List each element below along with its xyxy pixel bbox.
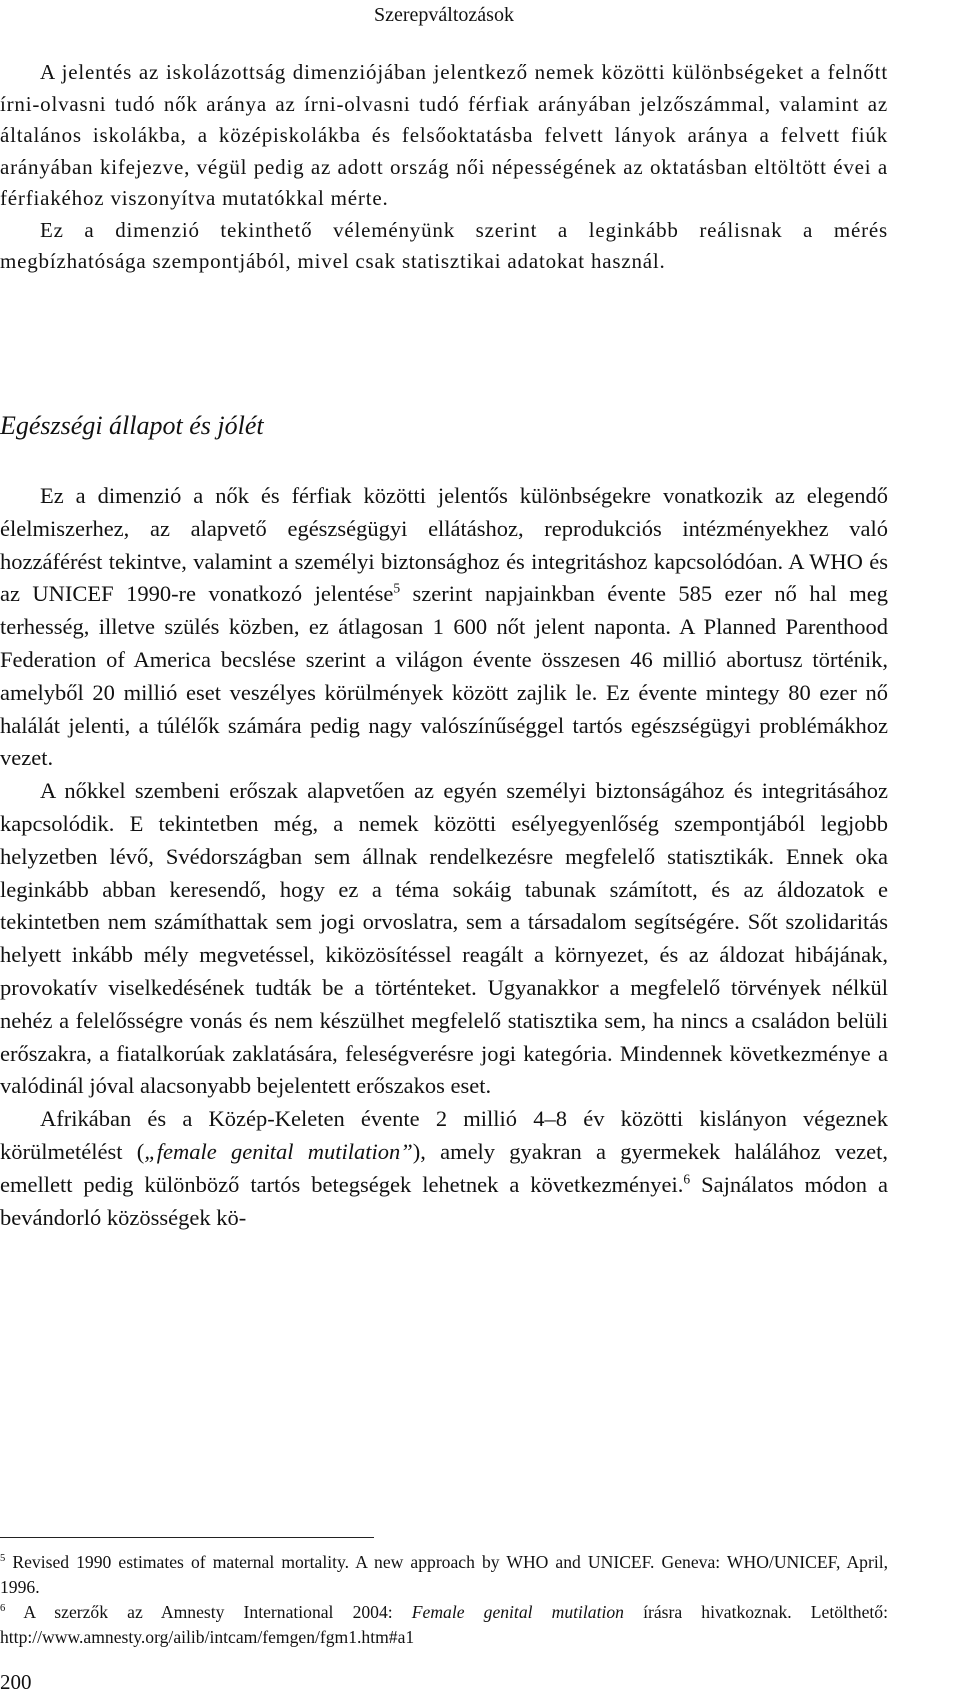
running-header: Szerepváltozások [374, 4, 514, 26]
footnote-6 [0, 1600, 888, 1650]
footnote-text: Revised 1990 estimates of maternal mortality. A new approach by WHO and UNICEF. Geneva: WHO/UNICEF, April, 1996. [0, 1552, 888, 1597]
paragraph-text: Sajnálatos módon a bevándorló közösségek kö- [0, 1171, 888, 1230]
paragraph-health-3 [0, 1103, 888, 1234]
paragraph-education-1: A jelentés az iskolázottság dimenziójában jelentkező nemek közötti különbségeket a felnőtt írni-olvasni tudó nők aránya az írni-olvasni tudó férfiak arányában jelzőszámmal, valamint az általános iskolákba, a középiskolákba és felsőoktatásba felvett lányok aránya a felvett fiúk arányában kifejezve, végül pedig az adott ország női népességének az oktatásban eltöltött évei a férfiakéhoz viszonyítva mutatókkal mérte. [0, 60, 888, 210]
footnote-italic-title: Female genital mutilation [411, 1602, 624, 1622]
paragraph-text: Afrikában és a Közép-Keleten évente 2 millió 4–8 év közötti kislányon végeznek körülmetélést ( [0, 1106, 888, 1164]
footnote-reference-6[interactable]: 6 [683, 1171, 691, 1187]
footnote-reference-5[interactable]: 5 [393, 580, 401, 596]
paragraph-text: ), amely gyakran a gyermekek halálához vezet, emellett pedig különböző tartós betegségek lehetnek a következményei. [0, 1138, 888, 1197]
footnote-divider [0, 1537, 374, 1538]
education-section [0, 57, 888, 278]
footnote-text: írásra hivatkoznak. Letölthető: http://www.amnesty.org/ailib/intcam/femgen/fgm1.htm#a1 [0, 1602, 888, 1647]
paragraph-health-2: A nőkkel szembeni erőszak alapvetően az egyén személyi biztonságához és integritásához kapcsolódik. E tekintetben még, a nemek közötti esélyegyenlőség szempontjából legjobb helyzetben lévő, Svédországban sem állnak rendelkezésre megfelelő statisztikák. Ennek oka leginkább abban keresendő, hogy ez a téma sokáig tabunak számított, és az áldozatok e tekintetben nem számíthattak sem jogi orvoslatra, sem a társadalom segítségére. Sőt szolidaritás helyett inkább mély megvetéssel, kiközösítéssel reagált a környezet, és az áldozat hibájának, provokatív viselkedésének tudták be a történteket. Ugyanakkor a megfelelő törvények nélkül nehéz a felelősségre vonás és nem készülhet megfelelő statisztika sem, ha nincs a családon belüli erőszakra, a fiatalkorúak zaklatására, feleségverésre jogi kategória. Mindennek következménye a valódinál jóval alacsonyabb bejelentett erőszakos eset. [0, 778, 888, 1099]
health-section [0, 480, 888, 1234]
paragraph-education-2: Ez a dimenzió tekinthető véleményünk szerint a leginkább reálisnak a mérés megbízhatósága szempontjából, mivel csak statisztikai adatokat használ. [0, 217, 888, 273]
paragraph-health-1 [0, 480, 888, 775]
page-number: 200 [0, 1670, 32, 1694]
section-heading: Egészségi állapot és jólét [0, 411, 264, 440]
paragraph-text: Ez a dimenzió a nők és férfiak közötti jelentős különbségekre vonatkozik az elegendő élelmiszerhez, az alapvető egészségügyi ellátáshoz, reprodukciós intézményekhez való hozzáférést tekintve, valamint a személyi biztonsághoz és integritáshoz kapcsolódóan. A WHO és az UNICEF 1990-re vonatkozó jelentése [0, 483, 888, 607]
footnote-text: A szerzők az Amnesty International 2004: [5, 1602, 412, 1622]
footnote-mark: 5 [0, 1553, 6, 1565]
footnotes [0, 1550, 888, 1650]
footnote-mark: 6 [0, 1603, 6, 1615]
paragraph-text: szerint napjainkban évente 585 ezer nő hal meg terhesség, illetve szülés közben, ez átlagosan 1 600 nőt jelent naponta. A Planned Parenthood Federation of America becslése szerint a világon évente összesen 46 millió abortusz történik, amelyből 20 millió eset veszélyes körülmények között zajlik le. Ez évente mintegy 80 ezer nő halálát jelenti, a túlélők számára pedig nagy valószínűséggel tartós egészségügyi problémákhoz vezet. [0, 581, 888, 771]
footnote-5 [0, 1550, 888, 1600]
italic-term: „female genital mutilation” [144, 1138, 413, 1164]
